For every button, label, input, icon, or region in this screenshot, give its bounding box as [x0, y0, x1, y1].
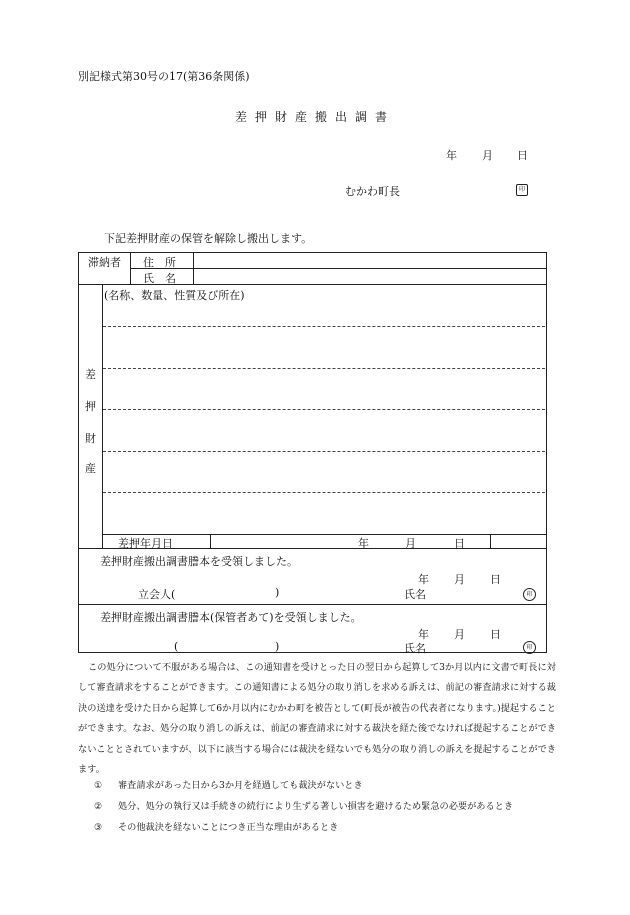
seized-property-char-2: 押: [85, 400, 96, 413]
document-title: 差押財産搬出調書: [234, 110, 395, 124]
seized-property-char-3: 財: [85, 432, 96, 445]
seizure-date-year: 年: [358, 537, 369, 550]
date-year-label: 年: [446, 149, 457, 162]
condition-text: 処分、処分の執行又は手続きの続行により生ずる著しい損害を避けるため緊急の必要があるとき: [118, 801, 514, 812]
condition-number: ②: [94, 801, 103, 812]
receipt1-seal-mark: 印: [523, 588, 536, 601]
property-entry-line-2[interactable]: [103, 368, 545, 369]
issuer-name: むかわ町長: [345, 185, 400, 198]
address-label: 住 所: [143, 256, 176, 269]
receipt1-day: 日: [490, 573, 501, 586]
receipt-statement-1: 差押財産搬出調書謄本を受領しました。: [100, 555, 298, 568]
receipt2-close-paren: ): [275, 640, 280, 653]
name-field[interactable]: [196, 271, 544, 283]
condition-text: その他裁決を経ないことにつき正当な理由があるとき: [118, 822, 339, 833]
receipt2-month: 月: [454, 628, 465, 641]
seizure-date-label: 差押年月日: [118, 537, 173, 550]
condition-text: 審査請求があった日から3か月を経過しても裁決がないとき: [118, 780, 363, 791]
receipt1-name-label: 氏名: [404, 588, 426, 601]
receipt-statement-2: 差押財産搬出調書謄本(保管者あて)を受領しました。: [100, 611, 362, 624]
name-label: 氏 名: [143, 272, 176, 285]
condition-number: ③: [94, 822, 103, 833]
property-entry-line-4[interactable]: [103, 451, 545, 452]
witness-label: 立会人(: [138, 588, 176, 601]
receipt2-name-label: 氏名: [404, 642, 426, 655]
property-entry-line-1[interactable]: [103, 326, 545, 327]
receipt2-seal-mark: 印: [523, 641, 536, 654]
receipt2-year: 年: [418, 628, 429, 641]
seal-mark: 印: [516, 184, 528, 196]
form-label: 別記様式第30号の17(第36条関係): [78, 70, 250, 83]
appeal-notice: この処分について不服がある場合は、この通知書を受けとった日の翌日から起算して3か月以内に文書で町長に対して審査請求をすることができます。この通知書による処分の取り消しを求める訴えは、前記の審査請求に対する裁決の送達を受けた日から起算して6か月以内にむかわ町を被告として(町長が被告の代表者になります。)提起することができます。なお、処分の取り消しの訴えは、前記の審査請求に対する裁決を経た後でなければ提起することができないこととされていますが、以下に該当する場合には裁決を経ないでも処分の取り消しの訴えを提起することができます。: [78, 662, 556, 776]
delinquent-label: 滞納者: [88, 256, 121, 269]
date-month-label: 月: [482, 149, 493, 162]
receipt2-open-paren: (: [174, 640, 179, 653]
property-entry-line-3[interactable]: [103, 409, 545, 410]
condition-item-1: [94, 777, 363, 791]
address-field[interactable]: [196, 255, 544, 267]
seizure-date-month: 月: [405, 537, 416, 550]
receipt1-year: 年: [418, 573, 429, 586]
property-details-hint: (名称、数量、性質及び所在): [104, 289, 245, 302]
condition-item-3: [94, 819, 338, 833]
seized-property-char-1: 差: [85, 368, 96, 381]
seizure-date-day: 日: [454, 537, 465, 550]
witness-close-paren: ): [275, 586, 280, 599]
receipt1-month: 月: [454, 573, 465, 586]
condition-number: ①: [94, 780, 103, 791]
condition-item-2: [94, 798, 513, 812]
intro-text: 下記差押財産の保管を解除し搬出します。: [104, 232, 313, 245]
date-day-label: 日: [517, 149, 528, 162]
receipt2-day: 日: [490, 628, 501, 641]
seized-property-char-4: 産: [85, 462, 96, 475]
property-entry-line-5[interactable]: [103, 492, 545, 493]
